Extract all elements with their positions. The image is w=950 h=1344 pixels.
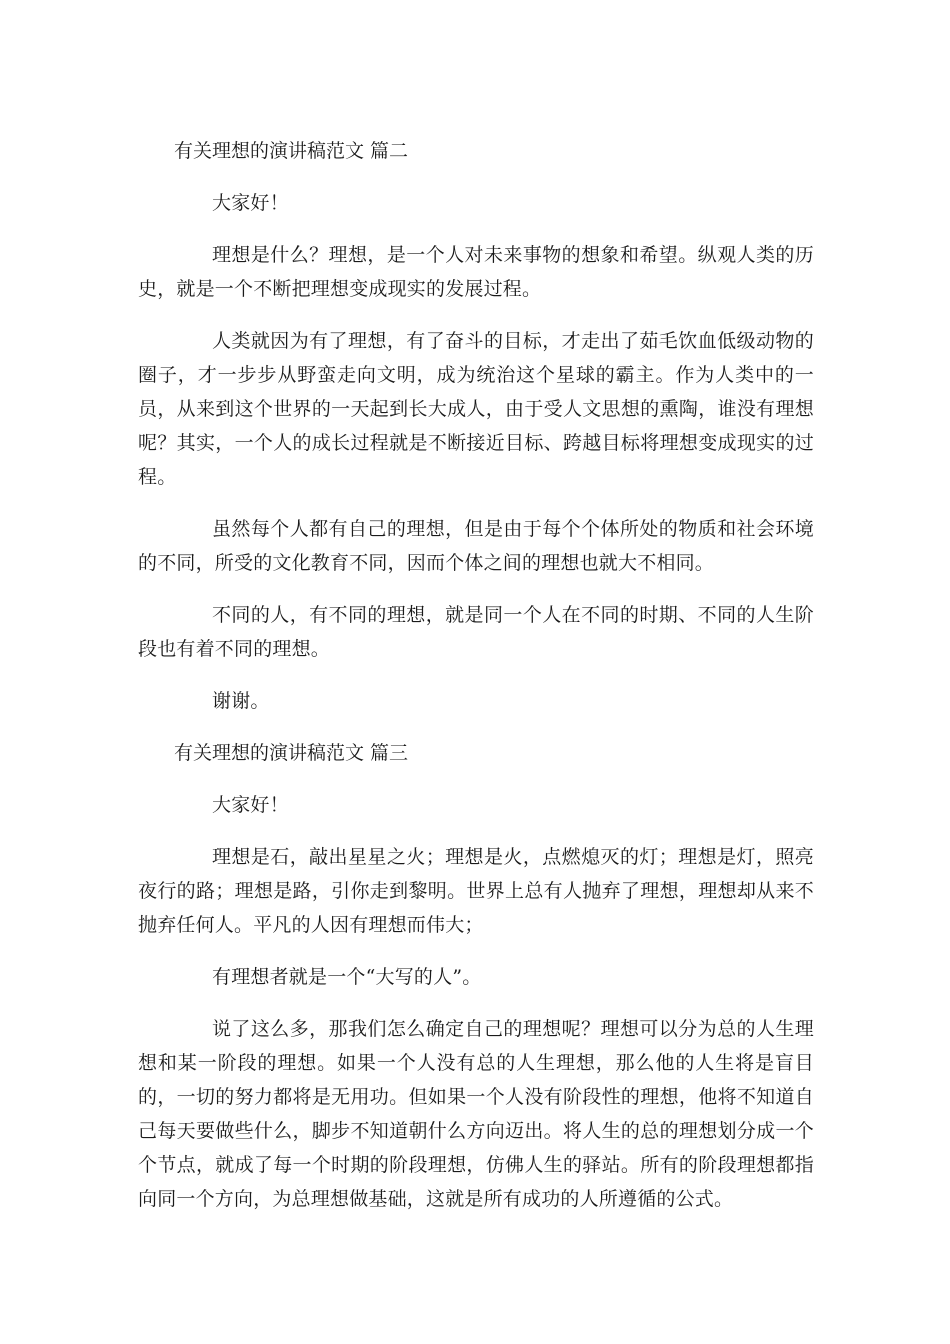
greeting-paragraph: 大家好！ bbox=[212, 192, 289, 214]
body-paragraph: 理想是什么？理想，是一个人对未来事物的想象和希望。纵观人类的历史，就是一个不断把理想变成现实的发展过程。 bbox=[138, 244, 814, 300]
closing-paragraph: 谢谢。 bbox=[212, 690, 270, 712]
section-heading-3: 有关理想的演讲稿范文 篇三 bbox=[174, 742, 409, 764]
section-heading-2: 有关理想的演讲稿范文 篇二 bbox=[174, 140, 409, 162]
body-paragraph: 理想是石，敲出星星之火；理想是火，点燃熄灭的灯；理想是灯，照亮夜行的路；理想是路，引你走到黎明。世界上总有人抛弃了理想，理想却从来不抛弃任何人。平凡的人因有理想而伟大； bbox=[138, 846, 814, 936]
body-paragraph: 虽然每个人都有自己的理想，但是由于每个个体所处的物质和社会环境的不同，所受的文化教育不同，因而个体之间的理想也就大不相同。 bbox=[138, 518, 814, 574]
document-body bbox=[138, 134, 814, 1234]
body-paragraph: 不同的人，有不同的理想，就是同一个人在不同的时期、不同的人生阶段也有着不同的理想。 bbox=[138, 604, 814, 660]
body-paragraph: 说了这么多，那我们怎么确定自己的理想呢？理想可以分为总的人生理想和某一阶段的理想。如果一个人没有总的人生理想，那么他的人生将是盲目的，一切的努力都将是无用功。但如果一个人没有阶段性的理想，他将不知道自己每天要做些什么，脚步不知道朝什么方向迈出。将人生的总的理想划分成一个个节点，就成了每一个时期的阶段理想，仿佛人生的驿站。所有的阶段理想都指向同一个方向，为总理想做基础，这就是所有成功的人所遵循的公式。 bbox=[138, 1018, 814, 1210]
greeting-paragraph: 大家好！ bbox=[212, 794, 289, 816]
body-paragraph: 人类就因为有了理想，有了奋斗的目标，才走出了茹毛饮血低级动物的圈子，才一步步从野蛮走向文明，成为统治这个星球的霸主。作为人类中的一员，从来到这个世界的一天起到长大成人，由于受人文思想的熏陶，谁没有理想呢？其实，一个人的成长过程就是不断接近目标、跨越目标将理想变成现实的过程。 bbox=[138, 330, 814, 488]
body-paragraph: 有理想者就是一个“大写的人”。 bbox=[212, 966, 482, 988]
